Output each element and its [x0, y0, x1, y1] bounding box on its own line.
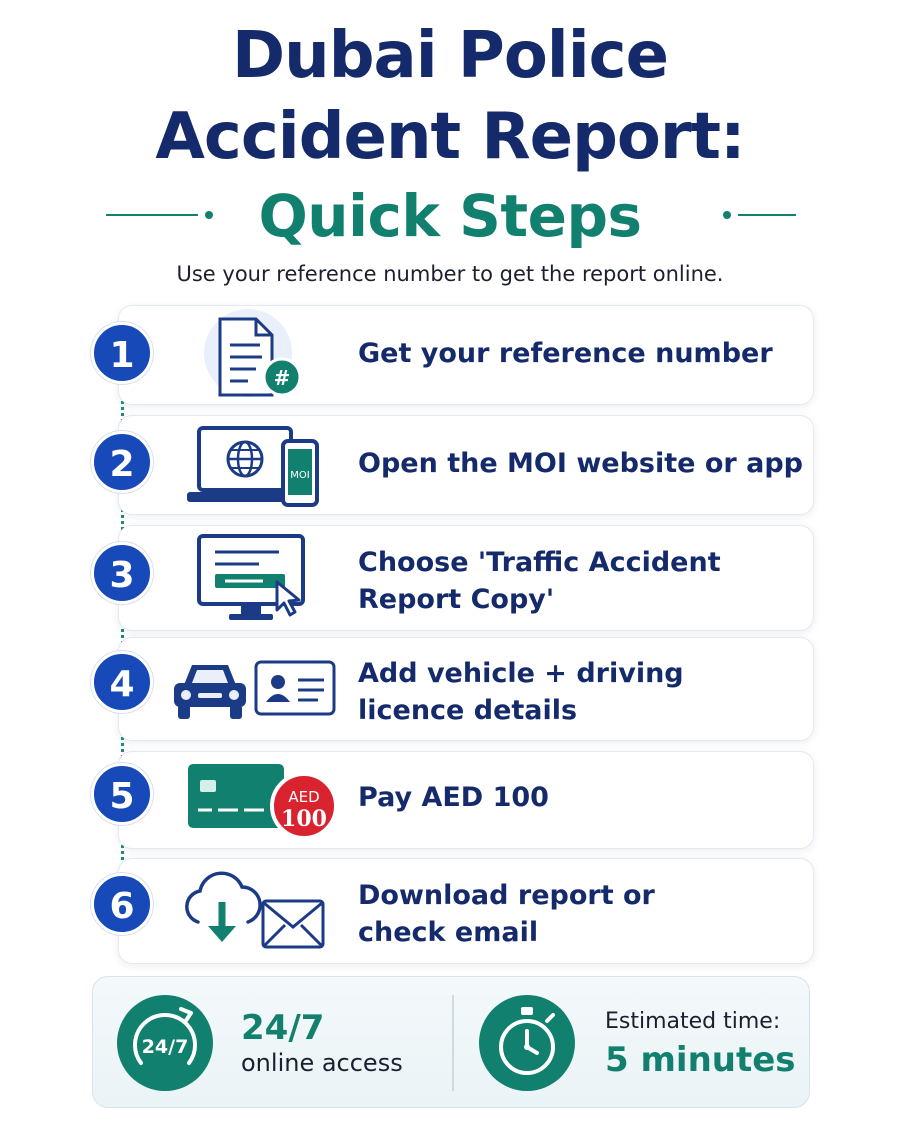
- step-number-2: 2: [91, 431, 153, 493]
- step-text-4-line-1: Add vehicle + driving: [358, 658, 684, 689]
- time-caption: Estimated time:: [605, 1009, 781, 1034]
- tagline: Use your reference number to get the report online.: [176, 262, 724, 286]
- stopwatch-icon: [479, 995, 575, 1091]
- summary-panel: [92, 976, 810, 1108]
- summary-divider: [452, 995, 454, 1091]
- id-card-icon: [254, 660, 338, 722]
- document-hash-badge: #: [273, 366, 291, 390]
- step-number-4: 4: [91, 651, 153, 713]
- time-headline: 5 minutes: [605, 1040, 796, 1080]
- clock-247-label: 24/7: [141, 1036, 189, 1058]
- step-number-6: 6: [91, 873, 153, 935]
- step-number-5: 5: [91, 763, 153, 825]
- step-text-1: Get your reference number: [358, 338, 773, 369]
- subtitle: Quick Steps: [258, 182, 642, 250]
- car-icon: [170, 655, 250, 729]
- credit-card-icon: [186, 760, 342, 844]
- phone-icon: [281, 439, 321, 513]
- monitor-cursor-icon: [193, 532, 313, 632]
- phone-moi-label: MOI: [290, 470, 310, 481]
- subtitle-row: [0, 182, 900, 250]
- aed-badge-currency: AED: [288, 788, 320, 806]
- step-number-3: 3: [91, 542, 153, 604]
- clock-refresh-icon: [117, 995, 213, 1091]
- access-caption: online access: [241, 1049, 403, 1077]
- step-text-6-line-1: Download report or: [358, 880, 655, 911]
- step-text-3-line-2: Report Copy': [358, 584, 555, 615]
- step-text-5: Pay AED 100: [358, 782, 549, 813]
- step-number-1: 1: [91, 322, 153, 384]
- step-text-2: Open the MOI website or app: [358, 448, 803, 479]
- aed-badge-amount: 100: [281, 806, 327, 832]
- step-text-6-line-2: check email: [358, 917, 539, 948]
- document-hash-icon: [190, 307, 310, 407]
- title-line-1: Dubai Police: [232, 19, 668, 93]
- envelope-icon: [261, 899, 327, 955]
- step-text-3-line-1: Choose 'Traffic Accident: [358, 547, 721, 578]
- title-line-2: Accident Report:: [155, 100, 745, 174]
- step-text-4-line-2: licence details: [358, 695, 578, 726]
- subtitle-right-rule: [738, 214, 796, 216]
- subtitle-right-dot: [723, 211, 731, 219]
- cloud-download-icon: [176, 868, 266, 956]
- access-headline: 24/7: [241, 1008, 325, 1048]
